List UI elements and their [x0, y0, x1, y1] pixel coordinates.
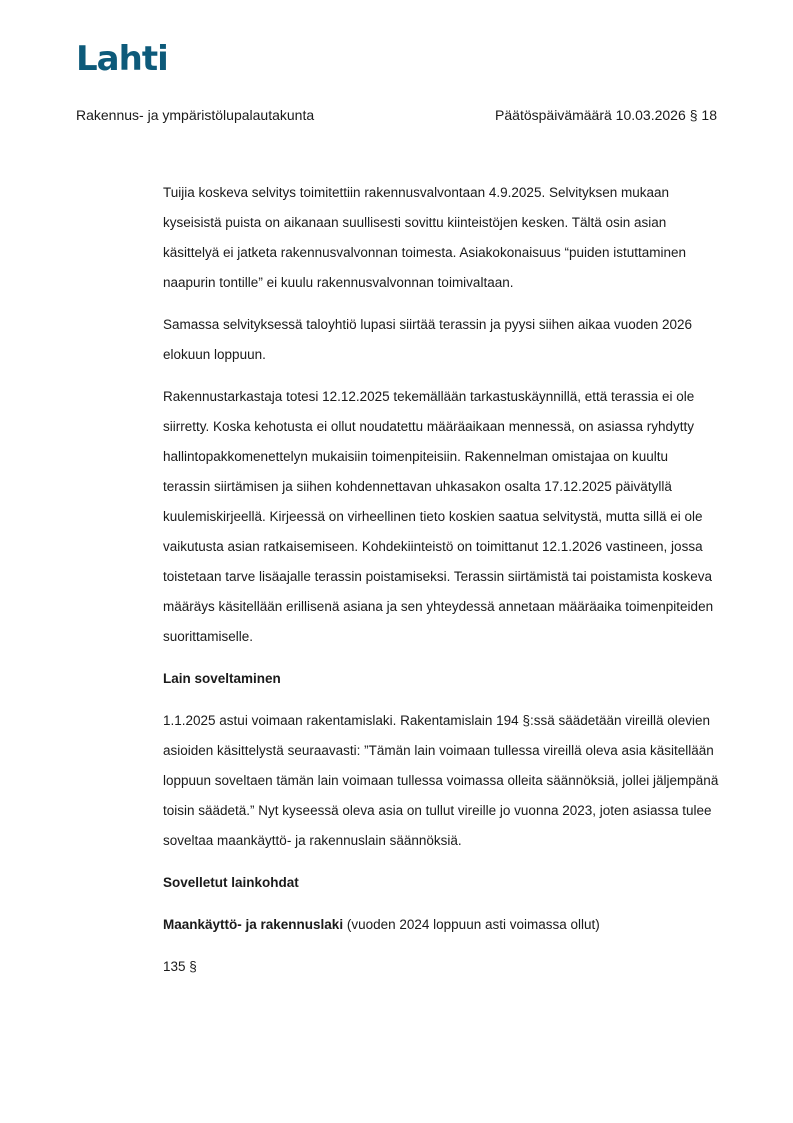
heading-law-application: Lain soveltaminen: [163, 671, 281, 686]
paragraph-terrace-promise: Samassa selvityksessä taloyhtiö lupasi siirtää terassin ja pyysi siihen aikaa vuoden 2026 elokuun loppuun.: [163, 317, 693, 362]
paragraph-ref: 135 §: [163, 959, 197, 974]
lahti-logo: Lahti: [76, 39, 168, 79]
document-header: [76, 106, 717, 124]
decision-date: Päätöspäivämäärä 10.03.2026: [495, 107, 686, 123]
heading-applied-provisions: Sovelletut lainkohdat: [163, 875, 299, 890]
law-note: (vuoden 2024 loppuun asti voimassa ollut): [346, 917, 600, 932]
document-body: [163, 178, 719, 994]
paragraph-inspection: Rakennustarkastaja totesi 12.12.2025 tekemällään tarkastuskäynnillä, että terassia ei ole siirretty. Koska kehotusta ei ollut noudatettu määräaikaan mennessä, on asiassa ryhdytty hallintopakkomenettelyn mukaisiin toimenpiteisiin. Rakennelman omistajaa on kuultu terassin siirtämisen ja siihen kohdennettavan uhkasakon osalta 17.12.2025 päivätyllä kuulemiskirjeellä. Kirjeessä on virheellinen tieto koskien saatua selvitystä, mutta sillä ei ole vaikutusta asian ratkaisemiseen. Kohdekiinteistö on toimittanut 12.1.2026 vastineen, jossa toistetaan tarve lisäajalle terassin poistamiseksi. Terassin siirtämistä tai poistamista koskeva määräys käsitellään erillisenä asiana ja sen yhteydessä annetaan määräaika toimenpiteiden suorittamiselle.: [163, 389, 714, 644]
section-number: § 18: [689, 107, 717, 123]
paragraph-law-application: 1.1.2025 astui voimaan rakentamislaki. Rakentamislain 194 §:ssä säädetään vireillä olevien asioiden käsittelystä seuraavasti: ”Tämän lain voimaan tullessa vireillä oleva asia käsitellään loppuun soveltaen tämän lain voimaan tullessa voimassa olleita säännöksiä, jollei jäljempänä toisin säädetä.” Nyt kyseessä oleva asia on tullut vireille jo vuonna 2023, joten asiassa tulee soveltaa maankäyttö- ja rakennuslain säännöksiä.: [163, 713, 719, 848]
law-name: Maankäyttö- ja rakennuslaki: [163, 917, 344, 932]
decision-info: [495, 106, 717, 124]
committee-name: Rakennus- ja ympäristölupalautakunta: [76, 107, 315, 123]
law-reference: [163, 910, 719, 940]
paragraph-tree-report: Tuijia koskeva selvitys toimitettiin rakennusvalvontaan 4.9.2025. Selvityksen mukaan kyseisistä puista on aikanaan suullisesti sovittu kiinteistöjen kesken. Tältä osin asian käsittelyä ei jatketa rakennusvalvonnan toimesta. Asiakokonaisuus “puiden istuttaminen naapurin tontille” ei kuulu rakennusvalvonnan toimivaltaan.: [163, 185, 687, 290]
